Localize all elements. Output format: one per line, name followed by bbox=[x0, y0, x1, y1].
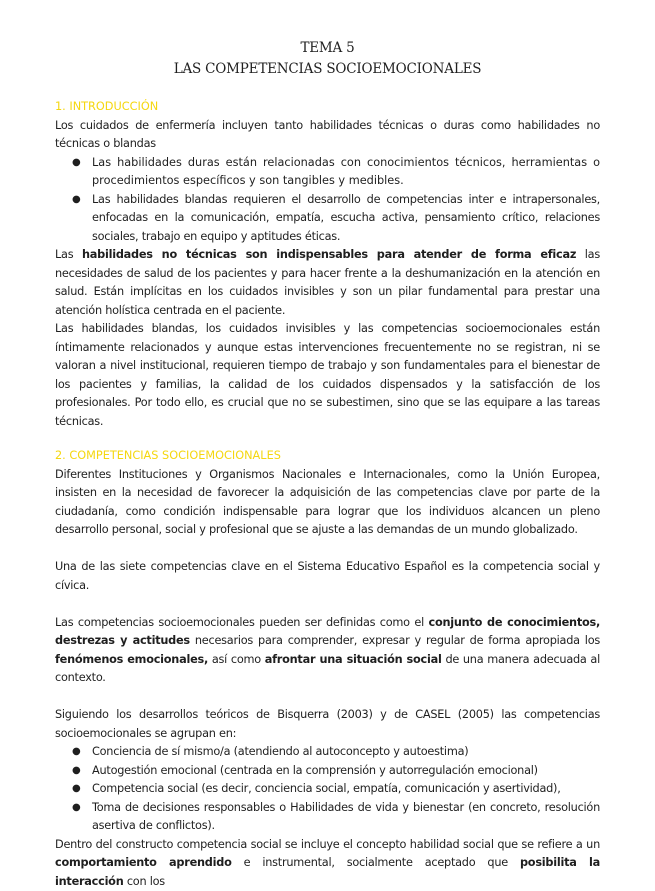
bullet-list-habilidades bbox=[55, 154, 600, 247]
document-title bbox=[55, 38, 600, 80]
list-item: ● Competencia social (es decir, conciencia social, empatía, comunicación y asertividad), bbox=[55, 780, 600, 799]
section-heading-introduccion: 1. INTRODUCCIÓN bbox=[55, 98, 600, 117]
bullet-list-competencias bbox=[55, 743, 600, 836]
bullet-icon: ● bbox=[72, 743, 80, 762]
paragraph-habilidades-no-tecnicas: Las habilidades no técnicas son indispensables para atender de forma eficaz las necesidades de salud de los pacientes y para hacer frente a la deshumanización en la atención en salud. Están implícitas en los cuidados invisibles y son un pilar fundamental para prestar una atención holística centrada en el paciente. bbox=[55, 246, 600, 320]
list-item: ● Toma de decisiones responsables o Habilidades de vida y bienestar (en concreto, resolución asertiva de conflictos). bbox=[55, 799, 600, 836]
bullet-icon: ● bbox=[72, 154, 81, 173]
paragraph-intro: Los cuidados de enfermería incluyen tanto habilidades técnicas o duras como habilidades no técnicas o blandas bbox=[55, 117, 600, 154]
bullet-icon: ● bbox=[72, 799, 80, 818]
paragraph-instituciones: Diferentes Instituciones y Organismos Nacionales e Internacionales, como la Unión Europea, insisten en la necesidad de favorecer la adquisición de las competencias clave por parte de la ciudadanía, como condición indispensable para lograr que los individuos alcancen un pleno desarrollo personal, social y profesional que se ajuste a las demandas de un mundo globalizado. bbox=[55, 466, 600, 540]
paragraph-definicion: Las competencias socioemocionales pueden ser definidas como el conjunto de conocimientos, destrezas y actitudes necesarios para comprender, expresar y regular de forma apropiada los fenómenos emocionales, así como afrontar una situación social de una manera adecuada al contexto. bbox=[55, 614, 600, 688]
bullet-icon: ● bbox=[72, 762, 80, 781]
list-item: ● Conciencia de sí mismo/a (atendiendo al autoconcepto y autoestima) bbox=[55, 743, 600, 762]
paragraph-cuidados-invisibles: Las habilidades blandas, los cuidados invisibles y las competencias socioemocionales están íntimamente relacionados y aunque estas intervenciones frecuentemente no se registran, ni se valoran a nivel institucional, requieren tiempo de trabajo y son fundamentales para el bienestar de los pacientes y familias, la calidad de los cuidados dispensados y la satisfacción de los profesionales. Por todo ello, es crucial que no se subestimen, sino que se las equipare a las tareas técnicas. bbox=[55, 320, 600, 431]
list-item: ● Autogestión emocional (centrada en la comprensión y autorregulación emocional) bbox=[55, 762, 600, 781]
title-line-1: TEMA 5 bbox=[55, 38, 600, 59]
paragraph-competencias-clave: Una de las siete competencias clave en el Sistema Educativo Español es la competencia social y cívica. bbox=[55, 558, 600, 595]
bullet-icon: ● bbox=[72, 191, 80, 210]
list-item: ● Las habilidades blandas requieren el desarrollo de competencias inter e intrapersonales, enfocadas en la comunicación, empatía, escucha activa, pensamiento crítico, relaciones sociales, trabajo en equipo y aptitudes éticas. bbox=[55, 191, 600, 247]
bullet-icon: ● bbox=[72, 780, 80, 799]
section-heading-competencias: 2. COMPETENCIAS SOCIOEMOCIONALES bbox=[55, 447, 600, 466]
paragraph-bisquerra: Siguiendo los desarrollos teóricos de Bisquerra (2003) y de CASEL (2005) las competencias socioemocionales se agrupan en: bbox=[55, 706, 600, 743]
paragraph-habilidad-social: Dentro del constructo competencia social se incluye el concepto habilidad social que se refiere a un comportamiento aprendido e instrumental, socialmente aceptado que posibilita la interacción con los bbox=[55, 836, 600, 891]
list-item: ● Las habilidades duras están relacionadas con conocimientos técnicos, herramientas o procedimientos específicos y son tangibles y medibles. bbox=[55, 154, 600, 191]
title-line-2: LAS COMPETENCIAS SOCIOEMOCIONALES bbox=[55, 59, 600, 80]
